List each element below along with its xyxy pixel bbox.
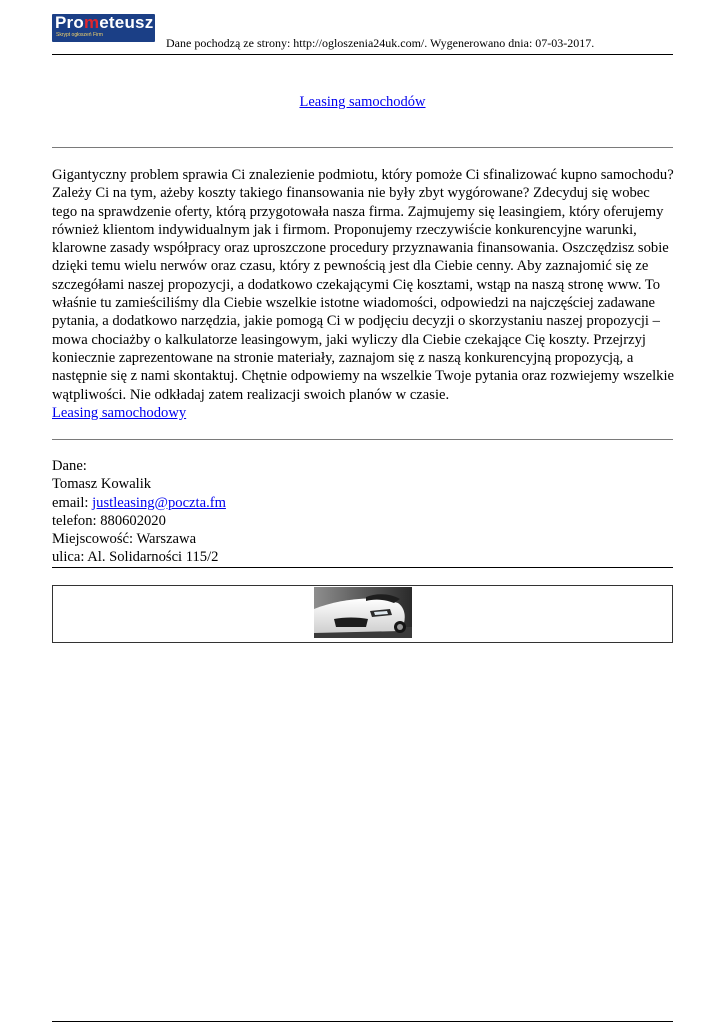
logo-wordmark: Prometeusz: [55, 14, 154, 32]
article-paragraph: Gigantyczny problem sprawia Ci znalezienie podmiotu, który pomoże Ci sfinalizować kupno samochodu? Zależy Ci na tym, ażeby koszty takiego finansowania nie były zbyt wygórowane? Zdecyduj się wobec tego na sprawdzenie oferty, którą przygotowała nasza firma. Zajmujemy się leasingiem, który oferujemy również klientom indywidualnym jak i firmom. Proponujemy rzeczywiście konkurencyjne warunki, klarowne zasady współpracy oraz uproszczone procedury przyznawania finansowania. Oszczędzisz sobie dzięki temu wielu nerwów oraz czasu, który z pewnością jest dla Ciebie cenny. Aby zaznajomić się ze szczegółami naszej propozycji, a dodatkowo czekającymi Cię kosztami, wstąp na naszą stronę www. To właśnie tu zamieściliśmy dla Ciebie wszelkie istotne wiadomości, odpowiedzi na najczęściej zadawane pytania, a dodatkowo narzędzia, jakie pomogą Ci w podjęciu decyzji o skorzystaniu naszej propozycji – mowa chociażby o kalkulatorze leasingowym, jaki wyliczy dla Ciebie czekające Cię koszty. Przejrzyj koniecznie zaprezentowane na stronie materiały, zaznajom się z naszą konkurencyjną propozycją, a następnie się z nami skontaktuj. Chętnie odpowiemy na wszelkie Twoje pytania oraz rozwiejemy wszelkie wątpliwości. Nie odkładaj zatem realizacji swoich planów w czasie.: [52, 167, 675, 403]
footer-divider: [52, 1021, 673, 1022]
contact-email-row: [52, 494, 226, 512]
contact-street: ulica: Al. Solidarności 115/2: [52, 549, 219, 566]
article-body: [52, 166, 677, 422]
contact-name: Tomasz Kowalik: [52, 476, 152, 493]
white-car-photo: [314, 587, 412, 638]
contact-details: [52, 457, 226, 567]
email-link[interactable]: justleasing@poczta.fm: [92, 494, 226, 511]
email-label: email:: [52, 494, 93, 511]
contact-phone: telefon: 880602020: [52, 512, 166, 529]
divider: [52, 147, 673, 148]
page-title: [0, 94, 725, 111]
title-link[interactable]: Leasing samochodów: [299, 94, 426, 110]
image-frame: [52, 585, 673, 643]
divider: [52, 439, 673, 440]
page-header: [52, 14, 673, 55]
article-link[interactable]: Leasing samochodowy: [52, 404, 187, 421]
logo-tagline: Skrypt ogłoszeń Firm: [56, 32, 103, 38]
contact-city: Miejscowość: Warszawa: [52, 531, 197, 548]
contact-heading: Dane:: [52, 458, 87, 474]
prometeusz-logo: [52, 14, 155, 42]
divider: [52, 567, 673, 568]
source-info: Dane pochodzą ze strony: http://ogloszenia24uk.com/. Wygenerowano dnia: 07-03-2017.: [166, 36, 595, 50]
